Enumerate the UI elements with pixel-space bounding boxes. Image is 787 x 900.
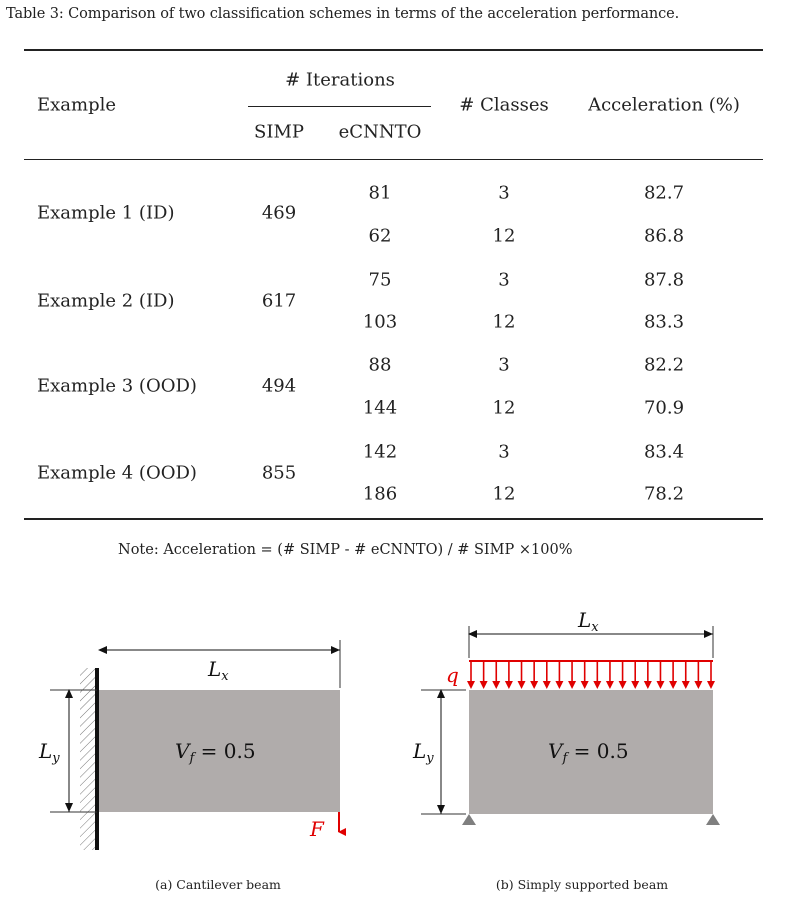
table-cell-ecnnto: 103	[362, 311, 398, 333]
load-arrowhead	[518, 681, 526, 689]
load-arrowhead	[581, 681, 589, 689]
load-arrowhead	[543, 681, 551, 689]
load-arrowhead	[644, 681, 652, 689]
load-arrowhead	[694, 681, 702, 689]
table-cell-example: Example 2 (ID)	[37, 290, 175, 312]
table-cell-acceleration: 87.8	[643, 269, 685, 291]
simply-supported-beam-figure	[412, 608, 720, 825]
table-cell-example: Example 1 (ID)	[37, 202, 175, 224]
figure-a-caption: (a) Cantilever beam	[155, 877, 281, 892]
figure-b-caption: (b) Simply supported beam	[495, 877, 669, 892]
left-support-icon	[462, 814, 476, 825]
table-cell-classes: 12	[492, 483, 516, 505]
table-cell-classes: 3	[498, 269, 510, 291]
table-cell-acceleration: 83.4	[643, 441, 685, 463]
force-label: F	[310, 817, 324, 841]
cantilever-beam-figure	[38, 640, 340, 850]
table-cell-classes: 12	[492, 311, 516, 333]
table-cell-classes: 3	[498, 354, 510, 376]
table-cell-simp: 855	[261, 462, 297, 484]
table-cell-classes: 12	[492, 397, 516, 419]
table-cell-acceleration: 86.8	[643, 225, 685, 247]
load-arrowhead	[467, 681, 475, 689]
table-cell-classes: 3	[498, 182, 510, 204]
table-cell-example: Example 3 (OOD)	[37, 375, 197, 397]
header-classes: # Classes	[459, 94, 549, 116]
load-arrowhead	[492, 681, 500, 689]
table-cell-simp: 469	[261, 202, 297, 224]
table-cell-ecnnto: 142	[362, 441, 398, 463]
load-arrowhead	[568, 681, 576, 689]
acceleration-note: Note: Acceleration = (# SIMP - # eCNNTO) / # SIMP ×100%	[118, 542, 573, 558]
load-arrowhead	[619, 681, 627, 689]
cantilever-hatch	[80, 668, 96, 850]
load-arrowhead	[656, 681, 664, 689]
ly-label: $L_y$	[413, 739, 434, 766]
load-arrowhead	[631, 681, 639, 689]
load-arrowhead	[682, 681, 690, 689]
header-iterations: # Iterations	[285, 69, 395, 91]
load-arrowhead	[707, 681, 715, 689]
volume-fraction-label: $V_f = 0.5$	[548, 739, 629, 766]
ly-label: $L_y$	[39, 739, 60, 766]
load-arrowhead	[593, 681, 601, 689]
right-support-icon	[706, 814, 720, 825]
load-arrowhead	[606, 681, 614, 689]
table-cell-ecnnto: 88	[368, 354, 392, 376]
table-cell-acceleration: 82.2	[643, 354, 685, 376]
table-cell-ecnnto: 75	[368, 269, 392, 291]
header-ecnnto: eCNNTO	[338, 121, 422, 143]
lx-label: $L_x$	[208, 657, 229, 684]
table-cell-classes: 3	[498, 441, 510, 463]
table-cell-acceleration: 83.3	[643, 311, 685, 333]
load-label: q	[446, 663, 459, 687]
load-arrowhead	[530, 681, 538, 689]
header-example: Example	[37, 94, 117, 116]
table-cell-ecnnto: 81	[368, 182, 392, 204]
table-cell-ecnnto: 62	[368, 225, 392, 247]
table-cell-ecnnto: 186	[362, 483, 398, 505]
distributed-load-arrows	[467, 661, 715, 689]
table-caption: Table 3: Comparison of two classification schemes in terms of the acceleration performance.	[6, 6, 680, 22]
table-cell-acceleration: 82.7	[643, 182, 685, 204]
table-cell-example: Example 4 (OOD)	[37, 462, 197, 484]
table-cell-acceleration: 78.2	[643, 483, 685, 505]
header-acceleration: Acceleration (%)	[588, 94, 740, 116]
table-cell-acceleration: 70.9	[643, 397, 685, 419]
volume-fraction-label: $V_f = 0.5$	[175, 739, 256, 766]
lx-label: $L_x$	[578, 608, 599, 635]
table-cell-ecnnto: 144	[362, 397, 398, 419]
table-cell-classes: 12	[492, 225, 516, 247]
load-arrowhead	[505, 681, 513, 689]
table-cell-simp: 494	[261, 375, 297, 397]
header-simp: SIMP	[254, 121, 304, 143]
load-arrowhead	[555, 681, 563, 689]
load-arrowhead	[480, 681, 488, 689]
load-arrowhead	[669, 681, 677, 689]
table-cell-simp: 617	[261, 290, 297, 312]
